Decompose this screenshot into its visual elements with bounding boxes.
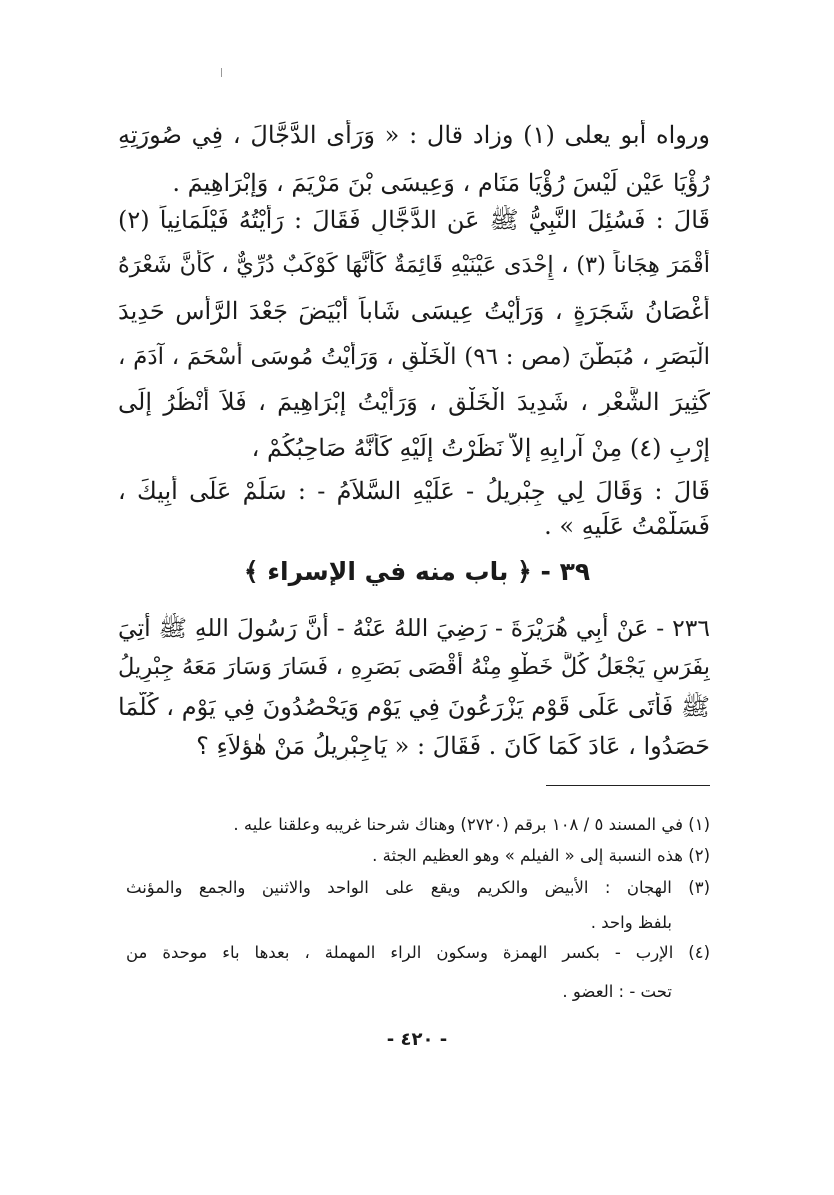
footnote-2: (٢) هذه النسبة إلى « الفيلم » وهو العظيم الجثة . [372, 846, 710, 865]
hadith-line-1: ٢٣٦ - عَنْ أَبِي هُرَيْرَةَ - رَضِيَ اللهُ عَنْهُ - أَنَّ رَسُولَ اللهِ ﷺ أُتِيَ [118, 614, 710, 642]
hadith-line-2: بِفَرَسٍ يَجْعَلُ كُلَّ خَطْوٍ مِنْهُ أَقْصَى بَصَرِهِ ، فَسَارَ وَسَارَ مَعَهُ جِبْرِيلُ [118, 654, 710, 680]
hadith-line-3: ﷺ فَأَتَى عَلَى قَوْمٍ يَزْرَعُونَ فِي يَوْمٍ وَيَحْصُدُونَ فِي يَوْمٍ ، كُلَّمَا [118, 693, 710, 721]
footnote-separator [546, 785, 710, 786]
body-line-10: فَسَلَّمْتُ عَلَيهِ » . [544, 512, 710, 540]
body-line-6: الْبَصَرِ ، مُبَطَّنَ (مص : ٩٦) الْخَلْقِ ، وَرَأَيْتُ مُوسَى أَسْحَمَ ، آدَمَ ، [118, 344, 710, 370]
page-number: - ٤٢٠ - [386, 1029, 448, 1050]
footnote-4: (٤) الإرب - بكسر الهمزة وسكون الراء المهملة ، بعدها باء موحدة من [126, 943, 710, 962]
body-line-2: رُؤْيَا عَيْنٍ لَيْسَ رُؤْيَا مَنَامٍ ، وَعِيسَى بْنَ مَرْيَمَ ، وَإِبْرَاهِيمَ . [172, 169, 710, 197]
body-line-1: ورواه أبو يعلى (١) وزاد قال : « وَرَأَى الدَّجَّالَ ، فِي صُورَتِهِ [118, 121, 710, 149]
hadith-line-4: حَصَدُوا ، عَادَ كَمَا كَانَ . فَقَالَ : « يَاجِبْرِيلُ مَنْ هٰؤلاَءِ ؟ [196, 732, 710, 760]
footnote-3: (٣) الهجان : الأبيض والكريم ويقع على الواحد والاثنين والجمع والمؤنث [126, 878, 710, 897]
body-line-3: قَالَ : فَسُئِلَ النَّبِيُّ ﷺ عَنِ الدَّجَّالِ فَقَالَ : رَأَيْتُهُ فَيْلَمَانِياً (٢) [118, 206, 710, 234]
section-heading: ٣٩ - ﴿ باب منه في الإسراء ﴾ [243, 557, 591, 586]
footnote-4-continued: تحت - : العضو . [562, 982, 672, 1001]
body-line-5: أَغْصَانُ شَجَرَةٍ ، وَرَأَيْتُ عِيسَى شَاباً أَبْيَضَ جَعْدَ الرَّأْسِ حَدِيدَ [118, 297, 710, 325]
body-line-8: إِرْبٍ (٤) مِنْ آرابِهِ إِلاَّ نَظَرْتُ إِلَيْهِ كَأَنَّهُ صَاحِبُكُمْ ، [251, 434, 710, 462]
scan-mark [221, 68, 222, 77]
body-line-4: أَقْمَرَ هِجَاناً (٣) ، إِحْدَى عَيْنَيْهِ قَائِمَةٌ كَأَنَّهَا كَوْكَبٌ دُرِّيٌّ ، كَأَنَّ شَعْرَهُ [118, 252, 710, 278]
body-line-7: كَثِيرَ الشَّعْرِ ، شَدِيدَ الْخَلْقِ ، وَرَأَيْتُ إِبْرَاهِيمَ ، فَلاَ أَنْظُرُ إِلَى [118, 388, 710, 416]
footnote-3-continued: بلفظ واحد . [590, 913, 672, 932]
footnote-1: (١) في المسند ٥ / ١٠٨ برقم (٢٧٢٠) وهناك شرحنا غريبه وعلقنا عليه . [233, 815, 710, 834]
body-line-9: قَالَ : وَقَالَ لِي جِبْرِيلُ - عَلَيْهِ السَّلاَمُ - : سَلِّمْ عَلَى أَبِيكَ ، [118, 477, 710, 505]
